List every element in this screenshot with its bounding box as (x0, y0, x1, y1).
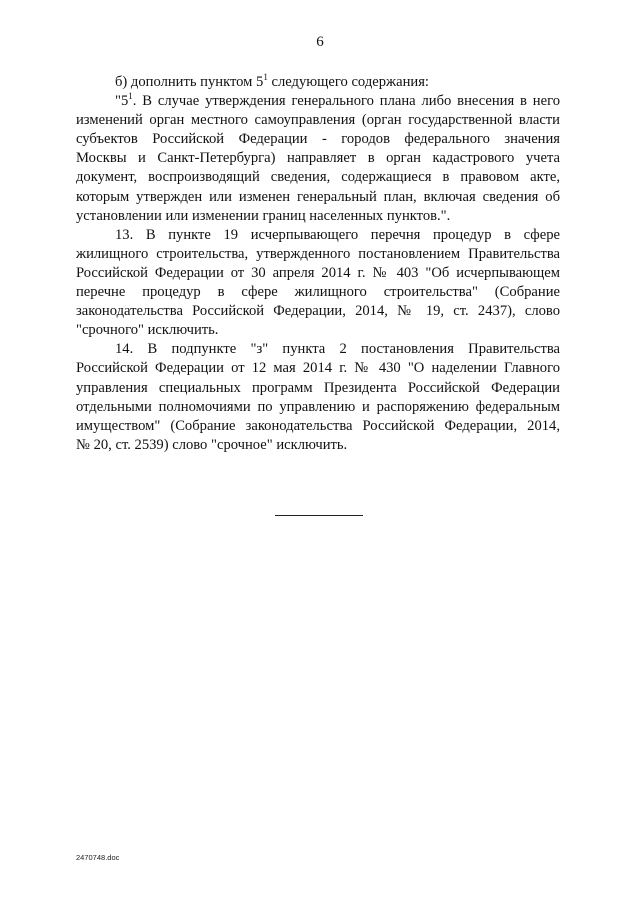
text-line: жилищного строительства, утвержденного постановлением Правительства (76, 245, 560, 262)
text-line: б) дополнить пунктом $5^1$ следующего содержания: (115, 72, 429, 90)
superscript: 1 (128, 91, 133, 102)
end-divider (275, 515, 363, 516)
text-line: управления специальных программ Президента Российской Федерации (76, 379, 560, 396)
text-line: которым утвержден или изменен генеральный план, включая сведения об (76, 188, 560, 205)
text-line: Российской Федерации от 30 апреля 2014 г. № 403 "Об исчерпывающем (76, 264, 560, 281)
text-line: "$5^1$. В случае утверждения генерального плана либо внесения в него (115, 91, 560, 110)
text-line: субъектов Российской Федерации - городов федерального значения (76, 131, 560, 148)
footer-file-name: 2470748.doc (76, 853, 120, 862)
text-line: 14. В подпункте "з" пункта 2 постановления Правительства (115, 341, 560, 358)
paragraph-quote-5-1 (76, 92, 560, 226)
document-body (76, 73, 560, 455)
text-line: отдельными полномочиями по управлению и распоряжению федеральным (76, 398, 560, 415)
paragraph-item-13 (76, 226, 560, 341)
text-line: изменений орган местного самоуправления (орган государственной власти (76, 112, 560, 129)
text-line: "срочного" исключить. (76, 322, 219, 339)
paragraph-item-b (76, 73, 560, 92)
text-line: имуществом" (Собрание законодательства Российской Федерации, 2014, (76, 417, 560, 434)
text-line: документ, воспроизводящий сведения, содержащиеся в правовом акте, (76, 169, 560, 186)
text-line: Российской Федерации от 12 мая 2014 г. № 430 "О наделении Главного (76, 360, 560, 377)
text-line: установлении или изменении границ населенных пунктов.". (76, 207, 451, 224)
text-line: перечне процедур в сфере жилищного строительства" (Собрание (76, 284, 560, 301)
text-line: законодательства Российской Федерации, 2014, № 19, ст. 2437), слово (76, 303, 560, 320)
paragraph-item-14 (76, 340, 560, 455)
text-line: 13. В пункте 19 исчерпывающего перечня процедур в сфере (115, 226, 560, 243)
text-line: № 20, ст. 2539) слово "срочное" исключить. (76, 436, 348, 453)
text-line: Москвы и Санкт-Петербурга) направляет в орган кадастрового учета (76, 150, 560, 167)
page-number: 6 (316, 34, 324, 50)
superscript: 1 (263, 72, 268, 82)
